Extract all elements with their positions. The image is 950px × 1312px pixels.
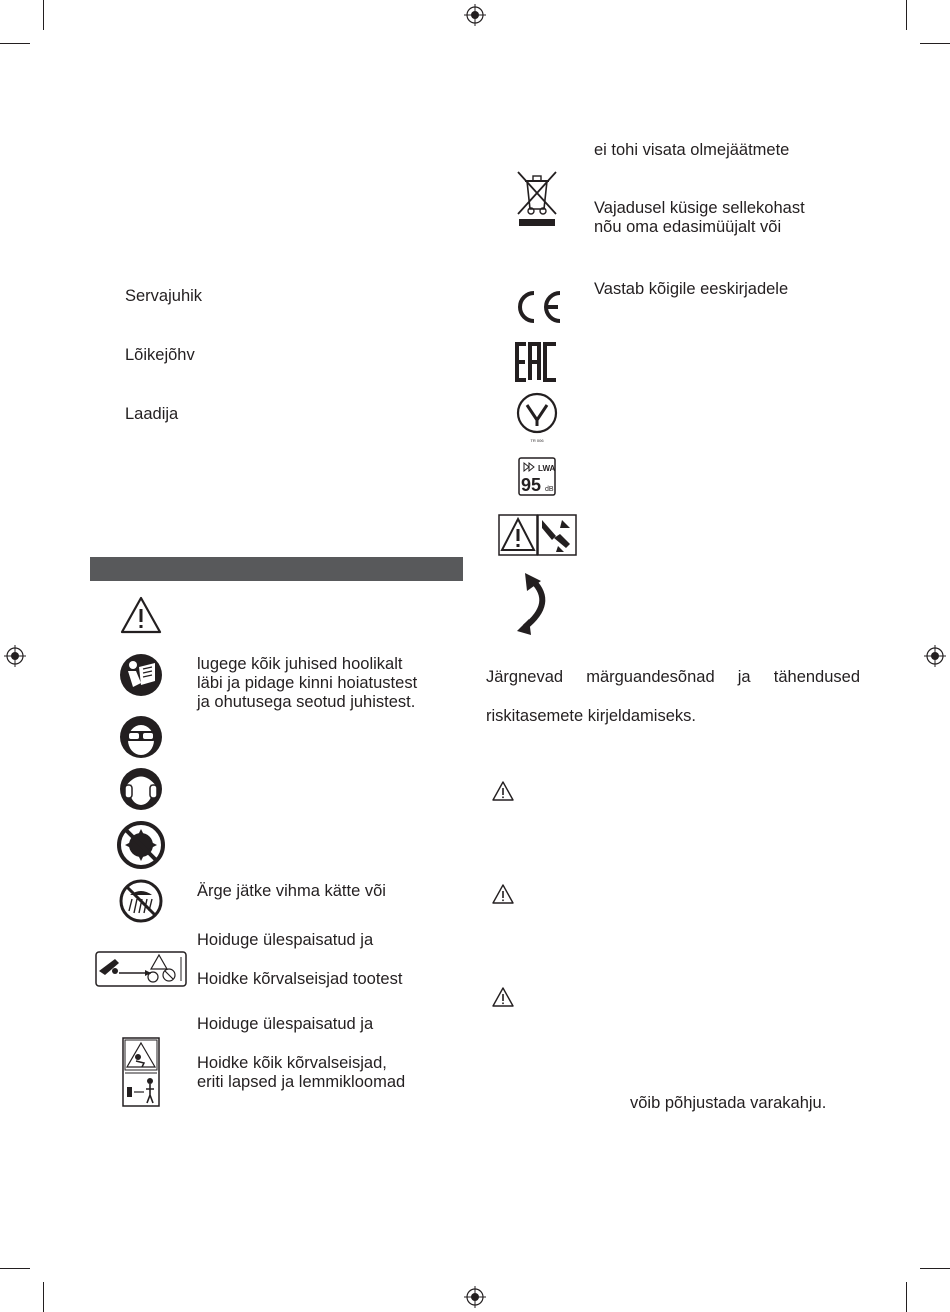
registration-mark-icon [464,4,486,26]
crop-mark [906,1282,907,1312]
no-rain-icon [119,879,163,923]
noise-unit: dB [545,486,554,493]
property-damage-text: võib põhjustada varakahju. [630,1094,827,1112]
part-label-edge-guide: Servajuhik [125,287,203,305]
ua-mark-caption: TR 006 [530,438,544,443]
crop-mark [920,1268,950,1269]
thrown-objects-text: Hoiduge ülespaisatud ja [197,931,374,949]
noise-level-icon [518,457,556,496]
registration-mark-icon [4,645,26,667]
crop-mark [920,43,950,44]
crop-mark [0,1268,30,1269]
safety-alert-icon [120,596,162,634]
rotation-direction-arrow-icon [515,573,555,637]
ukraine-conformity-mark-icon [516,392,558,444]
noise-value: 95 [521,475,542,495]
section-header-bar [90,557,463,581]
registration-mark-icon [924,645,946,667]
thrown-objects-text-2: Hoiduge ülespaisatud ja [197,1015,374,1033]
keep-bystanders-text: Hoidke kõrvalseisjad tootest [197,970,403,988]
eye-protection-icon [119,715,163,759]
read-manual-text: lugege kõik juhised hoolikalt läbi ja pidage kinni hoiatustest ja ohutusega seotud juhistest. [197,655,418,711]
noise-label: LWA [538,464,556,473]
crop-mark [43,1282,44,1312]
crop-mark [43,0,44,30]
signal-words-intro: Järgnevad märguandesõnad ja tähendused [486,668,860,686]
ear-protection-icon [119,767,163,811]
eac-mark-icon [515,342,559,382]
weee-advice-text: Vajadusel küsige sellekohast nõu oma edasimüüjalt või [594,199,805,236]
weee-text: ei tohi visata olmejäätmete [594,141,790,159]
warning-alert-icon [492,884,514,904]
crop-mark [0,43,30,44]
thrown-objects-distance-icon [95,951,187,987]
rotating-blade-hazard-icon [498,514,578,556]
part-label-charger: Laadija [125,405,179,423]
danger-alert-icon [492,781,514,801]
read-manual-icon [119,653,163,697]
signal-words-intro-cont: riskitasemete kirjeldamiseks. [486,707,696,725]
caution-alert-icon [492,987,514,1007]
registration-mark-icon [464,1286,486,1308]
ce-mark-icon [512,288,564,326]
keep-children-pets-away-text: Hoidke kõik kõrvalseisjad, eriti lapsed ja lemmikloomad [197,1054,406,1091]
crop-mark [906,0,907,30]
bystanders-distance-icon [122,1037,160,1107]
no-metal-blade-icon [117,821,165,869]
ce-conformity-text: Vastab kõigile eeskirjadele [594,280,789,298]
weee-crossed-bin-icon [515,169,559,227]
part-label-cutting-line: Lõikejõhv [125,346,195,364]
rain-warning-text: Ärge jätke vihma kätte või [197,882,386,900]
